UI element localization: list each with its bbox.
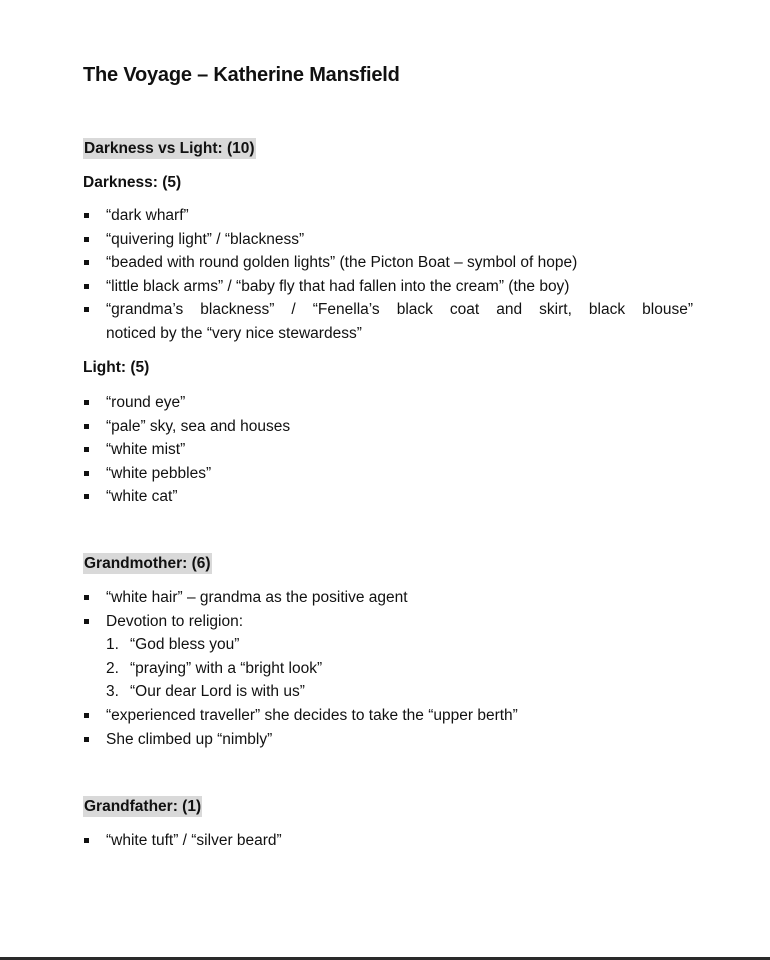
- list-item: Devotion to religion: 1. “God bless you” 2. “praying” with a “bright look” 3. “Our dear Lord is with us”: [83, 610, 693, 704]
- bullet-square-icon: [84, 447, 89, 452]
- bullet-square-icon: [84, 400, 89, 405]
- religion-numbered-list: [106, 633, 693, 704]
- numbered-item: 3. “Our dear Lord is with us”: [106, 683, 305, 701]
- page-title: The Voyage – Katherine Mansfield: [83, 64, 400, 86]
- bullet-square-icon: [84, 213, 89, 218]
- bullet-square-icon: [84, 424, 89, 429]
- bullet-square-icon: [84, 237, 89, 242]
- subheading-darkness: Darkness: (5): [83, 174, 182, 191]
- numbered-item: 2. “praying” with a “bright look”: [106, 659, 323, 677]
- list-item: “round eye”: [83, 391, 693, 415]
- list-item: “white mist”: [83, 438, 693, 462]
- list-item: “white cat”: [83, 485, 693, 509]
- list-item: “white pebbles”: [83, 462, 693, 486]
- list-item: “little black arms” / “baby fly that had fallen into the cream” (the boy): [83, 275, 693, 299]
- grandfather-list: [83, 829, 693, 853]
- bullet-square-icon: [84, 260, 89, 265]
- bullet-square-icon: [84, 494, 89, 499]
- grandmother-list: [83, 586, 693, 751]
- bullet-square-icon: [84, 595, 89, 600]
- list-item: “grandma’s blackness” / “Fenella’s black coat and skirt, black blouse” noticed by the “very nice stewardess”: [83, 298, 693, 345]
- bullet-square-icon: [84, 619, 89, 624]
- list-item: “pale” sky, sea and houses: [83, 415, 693, 439]
- list-item: “beaded with round golden lights” (the Picton Boat – symbol of hope): [83, 251, 693, 275]
- section-heading-grandmother: Grandmother: (6): [84, 555, 211, 572]
- bullet-square-icon: [84, 471, 89, 476]
- list-item: “quivering light” / “blackness”: [83, 228, 693, 252]
- list-item: “white tuft” / “silver beard”: [83, 829, 693, 853]
- bullet-square-icon: [84, 838, 89, 843]
- list-item: “experienced traveller” she decides to take the “upper berth”: [83, 704, 693, 728]
- section-heading-darkness-vs-light: Darkness vs Light: (10): [84, 140, 255, 157]
- list-item: “dark wharf”: [83, 204, 693, 228]
- light-list: [83, 391, 693, 509]
- list-item: “white hair” – grandma as the positive agent: [83, 586, 693, 610]
- numbered-item: 1. “God bless you”: [106, 636, 240, 654]
- bullet-square-icon: [84, 737, 89, 742]
- subheading-light: Light: (5): [83, 359, 150, 376]
- bullet-square-icon: [84, 284, 89, 289]
- bullet-square-icon: [84, 713, 89, 718]
- darkness-list: [83, 204, 693, 346]
- bullet-square-icon: [84, 307, 89, 312]
- section-heading-grandfather: Grandfather: (1): [84, 798, 202, 815]
- list-item: She climbed up “nimbly”: [83, 728, 693, 752]
